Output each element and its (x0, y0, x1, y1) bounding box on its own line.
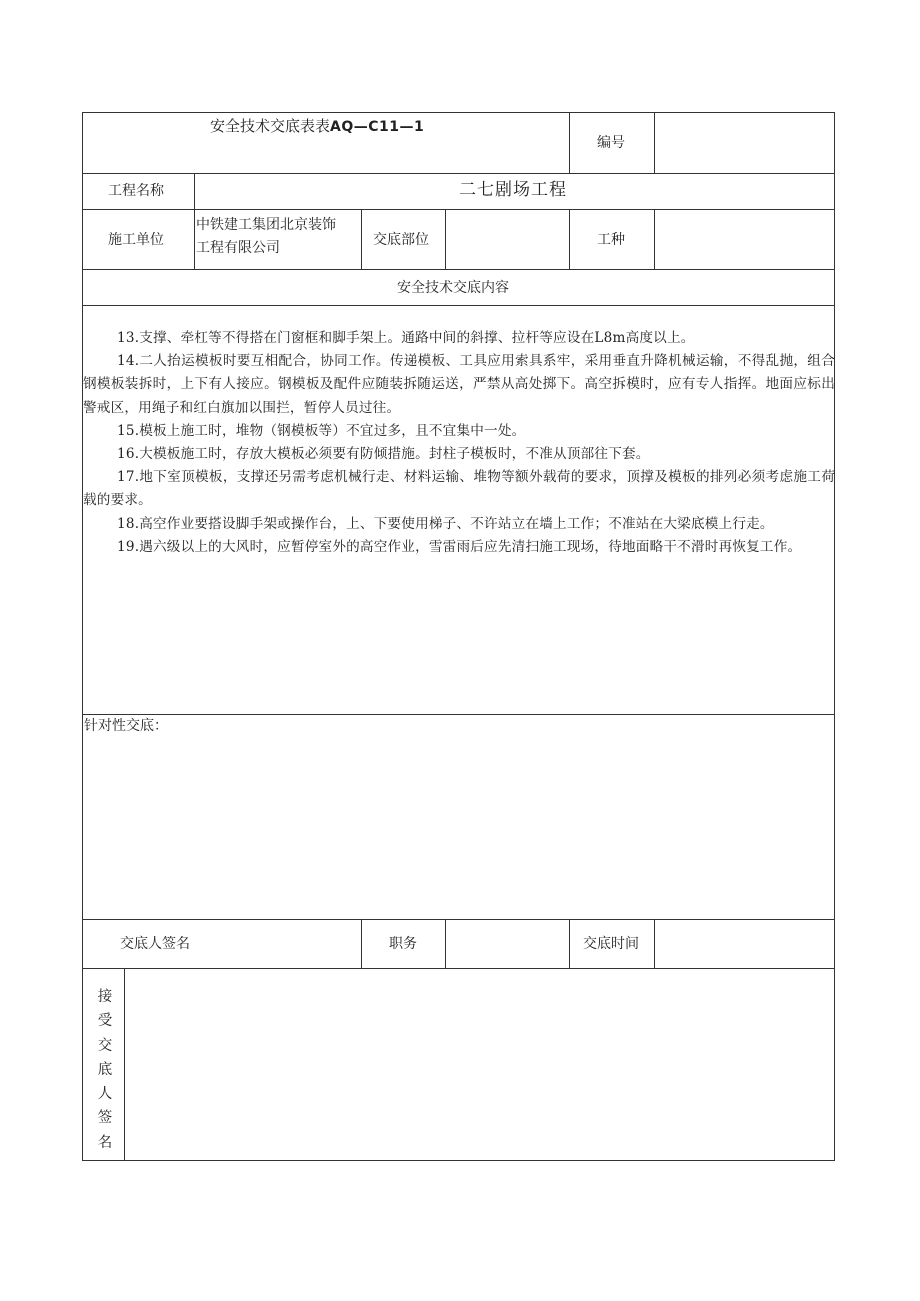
targeted-label: 针对性交底： (84, 718, 168, 734)
content-item: 15.模板上施工时，堆物（钢模板等）不宜过多，且不宜集中一处。 (117, 422, 526, 439)
content-header: 安全技术交底内容 (397, 280, 509, 296)
row-divider-7 (82, 968, 835, 969)
row-divider-4 (82, 305, 835, 306)
col-divider-number-right (654, 112, 655, 173)
col-divider-position (445, 919, 446, 968)
content-item: 18.高空作业要搭设脚手架或操作台，上、下要使用梯子、不许站立在墙上工作；不准站在大梁底模上行走。 (117, 515, 774, 532)
row-divider-5 (82, 714, 835, 715)
signer-label: 交底人签名 (120, 936, 190, 952)
col-divider-part-right (445, 209, 446, 269)
receiver-label-char: 受 (97, 1013, 113, 1030)
col-divider-number-left (569, 112, 570, 173)
receiver-label-char: 人 (97, 1086, 113, 1103)
part-label: 交底部位 (373, 232, 429, 248)
content-item: 16.大模板施工时，存放大模板必须要有防倾措施。封柱子模板时，不准从顶部往下套。 (117, 446, 650, 463)
trade-label: 工种 (597, 232, 625, 248)
receiver-label-char: 底 (97, 1061, 113, 1078)
col-divider-time-left (569, 919, 570, 968)
form-title-text: 安全技术交底表表 (210, 117, 331, 135)
receiver-label (95, 985, 115, 1155)
content-item: 13.支撑、牵杠等不得搭在门窗框和脚手架上。通路中间的斜撑、拉杆等应设在L8m高度以上。 (117, 330, 695, 346)
unit-value-line1: 中铁建工集团北京装饰 (196, 217, 336, 233)
content-item: 17.地下室顶模板，支撑还另需考虑机械行走、材料运输、堆物等额外载荷的要求，顶撑及模板的排列必须考虑施工荷载的要求。 (83, 469, 835, 509)
col-divider-trade-left (569, 209, 570, 269)
project-label: 工程名称 (108, 183, 164, 199)
content-body (83, 327, 835, 559)
row-divider-6 (82, 919, 835, 920)
col-divider-receiver (124, 968, 125, 1161)
form-code: AQ—C11—1 (330, 119, 425, 135)
position-label: 职务 (389, 936, 417, 952)
col-divider-trade-right (654, 209, 655, 269)
row-divider-3 (82, 269, 835, 270)
col-divider-time-right (654, 919, 655, 968)
form-title (210, 116, 424, 137)
content-item: 14.二人抬运模板时要互相配合，协同工作。传递模板、工具应用索具系牢，采用垂直升降机械运输，不得乱抛，组合钢模板装拆时，上下有人接应。钢模板及配件应随装拆随运送，严禁从高处掷下。高空拆模时，应有专人指挥。地面应标出警戒区，用绳子和红白旗加以围拦，暂停人员过往。 (83, 353, 835, 416)
col-divider-project (194, 173, 195, 269)
col-divider-part-left (361, 209, 362, 269)
content-item: 19.遇六级以上的大风时，应暂停室外的高空作业，雪雷雨后应先清扫施工现场，待地面略干不滑时再恢复工作。 (117, 538, 802, 555)
number-label: 编号 (597, 135, 625, 151)
project-value: 二七剧场工程 (459, 180, 567, 200)
receiver-label-char: 名 (97, 1134, 113, 1151)
receiver-label-char: 签 (97, 1110, 113, 1127)
unit-label: 施工单位 (108, 232, 164, 248)
unit-value-line2: 工程有限公司 (196, 240, 280, 256)
col-divider-signer (361, 919, 362, 968)
receiver-label-char: 接 (97, 989, 113, 1005)
receiver-label-char: 交 (97, 1037, 113, 1054)
time-label: 交底时间 (583, 936, 639, 952)
